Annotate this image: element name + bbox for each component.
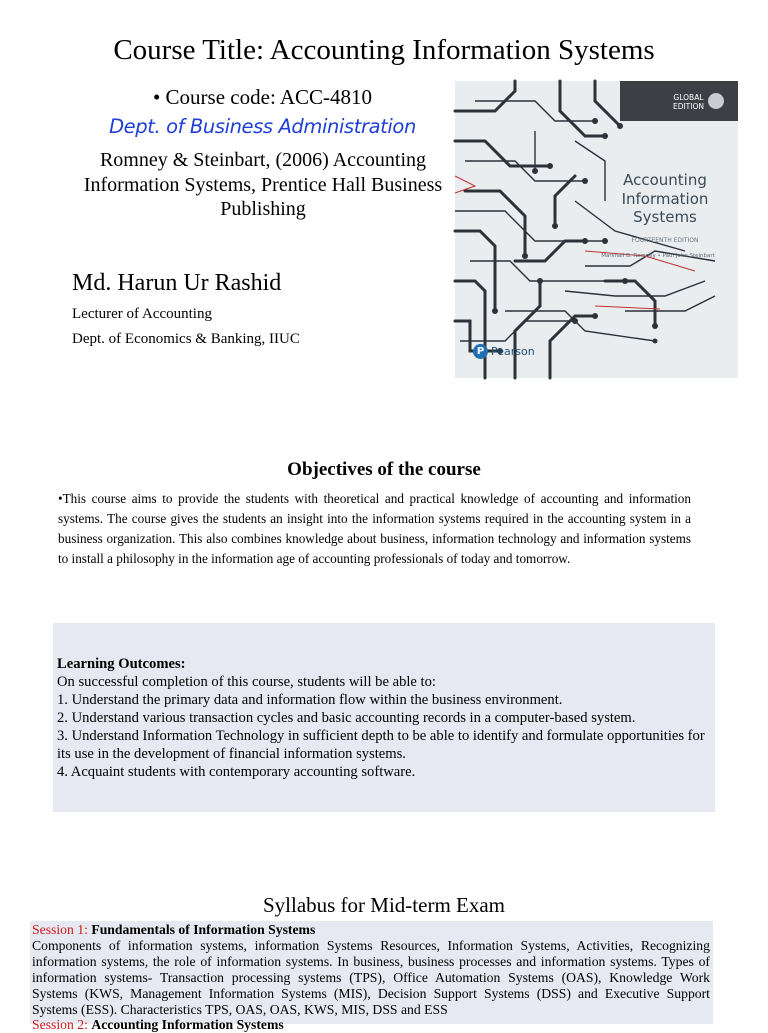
learning-outcomes-box bbox=[53, 623, 715, 812]
course-code: • Course code: ACC-4810 bbox=[152, 85, 373, 109]
learning-outcome-item: 1. Understand the primary data and information flow within the business environment. bbox=[57, 692, 563, 708]
book-authors: Marshall B. Romney • Paul John Steinbart bbox=[601, 253, 715, 259]
publisher-name: Pearson bbox=[491, 345, 535, 358]
global-edition-badge bbox=[620, 81, 738, 121]
global-edition-label-line2: EDITION bbox=[672, 101, 704, 111]
book-cover-image bbox=[455, 81, 738, 378]
book-edition: FOURTEENTH EDITION bbox=[631, 237, 699, 244]
learning-outcome-item: 3. Understand Information Technology in sufficient depth to be able to identify and formulate opportunities for its use in the development of financial information systems. bbox=[57, 728, 705, 762]
syllabus-heading: Syllabus for Mid-term Exam bbox=[262, 893, 506, 917]
objectives-text: •This course aims to provide the students with theoretical and practical knowledge of accounting and information systems. The course gives the students an insight into the information systems required in the accounting system in a business organization. This also combines knowledge about business, information technology and information systems to install a philosophy in the information age of accounting professionals of today and tomorrow. bbox=[58, 491, 691, 566]
session-2-label: Session 2: bbox=[32, 1017, 88, 1032]
book-title-line: Systems bbox=[633, 208, 697, 226]
globe-icon bbox=[708, 93, 724, 109]
learning-outcomes-intro: On successful completion of this course, students will be able to: bbox=[57, 674, 436, 690]
textbook-reference: Romney & Steinbart, (2006) Accounting Information Systems, Prentice Hall Business Publishing bbox=[83, 149, 443, 220]
objectives-heading: Objectives of the course bbox=[287, 459, 481, 480]
instructor-department: Dept. of Economics & Banking, IIUC bbox=[72, 331, 300, 347]
pearson-logo-icon: P bbox=[473, 344, 488, 359]
department-name: Dept. of Business Administration bbox=[109, 115, 416, 138]
book-title bbox=[605, 171, 725, 227]
session-2-title: Accounting Information Systems bbox=[91, 1017, 284, 1032]
circuit-pattern-graphic bbox=[455, 81, 738, 378]
session-1-body: Components of information systems, information Systems Resources, Information Systems, Activities, Recognizing information systems, the role of information systems. In business, business processes and information systems. Types of information systems- Transaction processing systems (TPS), Office Automation Systems (OAS), Knowledge Work Systems (KWS, Management Information Systems (MIS), Decision Support Systems (DSS) and Executive Support Systems (ESS). Characteristics TPS, OAS, OAS, KWS, MIS, DSS and ESS bbox=[32, 938, 710, 1017]
course-title: Course Title: Accounting Information Systems bbox=[113, 34, 655, 66]
session-1-label: Session 1: bbox=[32, 922, 88, 937]
session-2-box bbox=[30, 1017, 713, 1032]
session-1-title: Fundamentals of Information Systems bbox=[91, 922, 316, 937]
learning-outcome-item: 2. Understand various transaction cycles and basic accounting records in a computer-based system. bbox=[57, 710, 636, 726]
learning-outcome-item: 4. Acquaint students with contemporary accounting software. bbox=[57, 764, 416, 780]
learning-outcomes-heading: Learning Outcomes: bbox=[57, 656, 186, 672]
instructor-name: Md. Harun Ur Rashid bbox=[72, 270, 282, 296]
instructor-role: Lecturer of Accounting bbox=[72, 306, 212, 322]
global-edition-label-line1: GLOBAL bbox=[673, 93, 704, 102]
session-1-box bbox=[30, 921, 713, 1024]
book-title-line: Information bbox=[621, 189, 709, 208]
book-title-line: Accounting bbox=[623, 171, 707, 189]
